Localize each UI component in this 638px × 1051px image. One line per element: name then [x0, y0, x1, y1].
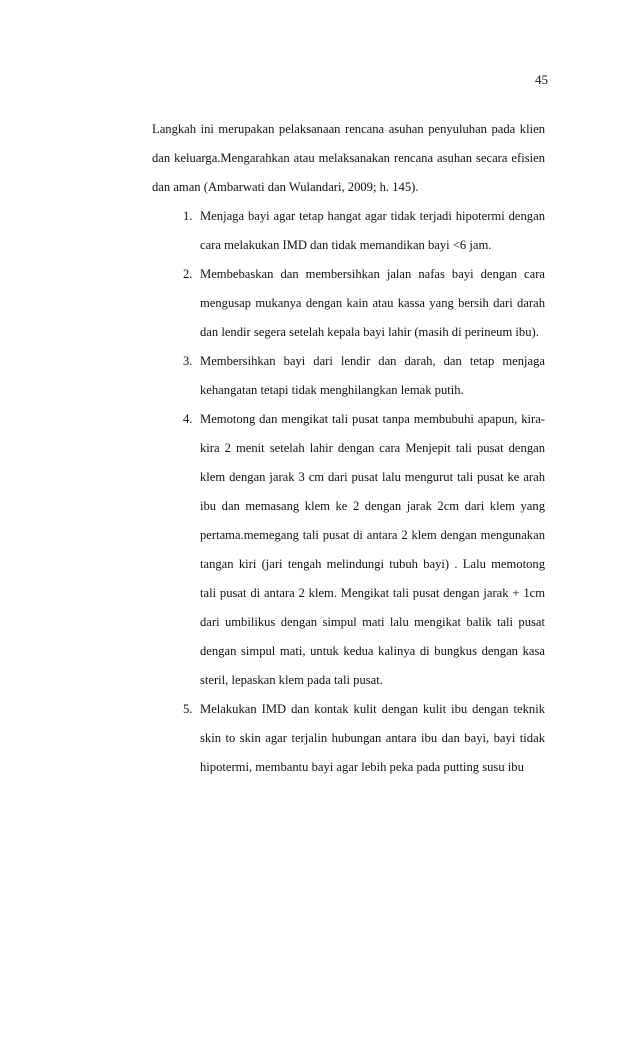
list-item: [152, 695, 545, 782]
list-item-text: Melakukan IMD dan kontak kulit dengan kulit ibu dengan teknik skin to skin agar terjalin hubungan antara ibu dan bayi, bayi tidak hipotermi, membantu bayi agar lebih peka pada putting susu ibu: [200, 702, 545, 774]
list-item: [152, 202, 545, 260]
list-item-number: 4.: [183, 412, 193, 426]
list-item: [152, 405, 545, 695]
list-item-text: Membersihkan bayi dari lendir dan darah, dan tetap menjaga kehangatan tetapi tidak menghilangkan lemak putih.: [200, 354, 545, 397]
page-number: 45: [535, 72, 548, 87]
list-item-text: Membebaskan dan membersihkan jalan nafas bayi dengan cara mengusap mukanya dengan kain atau kassa yang bersih dari darah dan lendir segera setelah kepala bayi lahir (masih di perineum ibu).: [200, 267, 545, 339]
list-item-number: 1.: [183, 209, 193, 223]
numbered-list: [152, 202, 545, 782]
list-item-number: 2.: [183, 267, 193, 281]
list-item: [152, 347, 545, 405]
list-item-text: Menjaga bayi agar tetap hangat agar tidak terjadi hipotermi dengan cara melakukan IMD dan tidak memandikan bayi <6 jam.: [200, 209, 545, 252]
list-item-text: Memotong dan mengikat tali pusat tanpa membubuhi apapun, kira-kira 2 menit setelah lahir dengan cara Menjepit tali pusat dengan klem dengan jarak 3 cm dari pusat lalu mengurut tali pusat ke arah ibu dan memasang klem ke 2 dengan jarak 2cm dari klem yang pertama.memegang tali pusat di antara 2 klem dengan mengunakan tangan kiri (jari tengah melindungi tubuh bayi) . Lalu memotong tali pusat di antara 2 klem. Mengikat tali pusat dengan jarak + 1cm dari umbilikus dengan simpul mati lalu mengikat balik tali pusat dengan simpul mati, untuk kedua kalinya di bungkus dengan kasa steril, lepaskan klem pada tali pusat.: [200, 412, 545, 687]
list-item: [152, 260, 545, 347]
list-item-number: 5.: [183, 702, 193, 716]
list-item-number: 3.: [183, 354, 193, 368]
document-body: [152, 115, 545, 782]
intro-paragraph: Langkah ini merupakan pelaksanaan rencana asuhan penyuluhan pada klien dan keluarga.Mengarahkan atau melaksanakan rencana asuhan secara efisien dan aman (Ambarwati dan Wulandari, 2009; h. 145).: [152, 122, 545, 194]
